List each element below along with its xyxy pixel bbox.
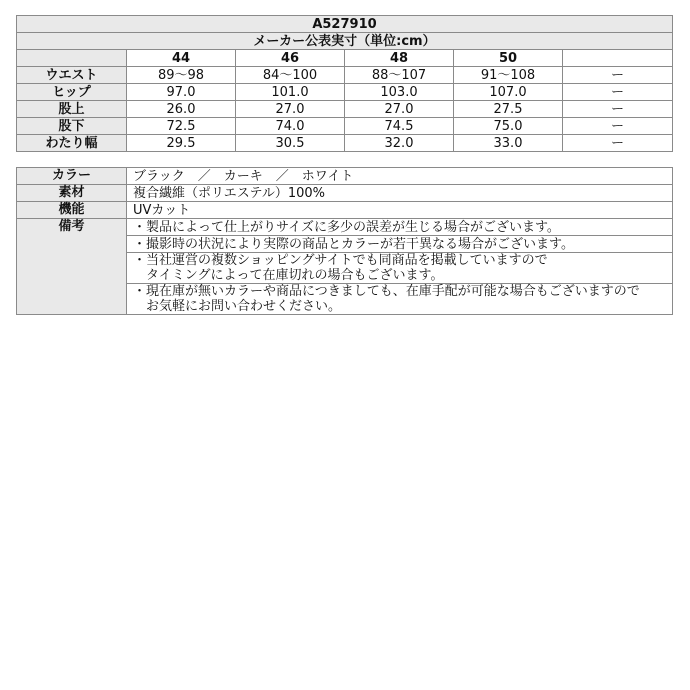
material-label: 素材 [17,185,127,202]
table-cell: 30.5 [236,135,345,152]
table-cell: ー [563,84,673,101]
size-table-subtitle: メーカー公表実寸（単位:cm） [17,33,673,50]
size-header-row [17,50,673,67]
size-header-corner [17,50,127,67]
row-label-hip: ヒップ [17,84,127,101]
row-label-rise: 股上 [17,101,127,118]
table-cell: 101.0 [236,84,345,101]
color-label: カラー [17,168,127,185]
table-cell: 27.5 [454,101,563,118]
size-header-cell: 48 [345,50,454,67]
info-row-notes [17,219,673,236]
note-item [127,219,673,236]
note-line: ・製品によって仕上がりサイズに多少の誤差が生じる場合がございます。 [133,219,560,235]
table-cell: 91～108 [454,67,563,84]
table-cell: ー [563,101,673,118]
table-cell: 84～100 [236,67,345,84]
product-code: A527910 [17,16,673,33]
color-value: ブラック ／ カーキ ／ ホワイト [127,168,673,185]
function-value: UVカット [127,202,673,219]
note-line: ・撮影時の状況により実際の商品とカラーが若干異なる場合がございます。 [133,236,574,252]
table-cell: 74.5 [345,118,454,135]
table-cell: 33.0 [454,135,563,152]
note-line: ・当社運営の複数ショッピングサイトでも同商品を掲載していますので [133,253,548,268]
info-row-material [17,185,673,202]
size-header-cell: 46 [236,50,345,67]
size-header-cell: 50 [454,50,563,67]
table-row [17,101,673,118]
table-cell: 88～107 [345,67,454,84]
note-line: タイミングによって在庫切れの場合もございます。 [133,268,444,283]
notes-label: 備考 [17,219,127,315]
table-cell: 103.0 [345,84,454,101]
table-cell: ー [563,67,673,84]
table-cell: 27.0 [236,101,345,118]
row-label-thigh-width: わたり幅 [17,135,127,152]
note-item [127,253,673,284]
table-cell: ー [563,118,673,135]
table-row [17,118,673,135]
info-row-color [17,168,673,185]
table-cell: 74.0 [236,118,345,135]
note-item [127,236,673,253]
table-cell: 75.0 [454,118,563,135]
material-value: 複合繊維（ポリエステル）100% [127,185,673,202]
table-cell: 72.5 [127,118,236,135]
table-cell: 26.0 [127,101,236,118]
row-label-waist: ウエスト [17,67,127,84]
table-cell: 97.0 [127,84,236,101]
note-line: お気軽にお問い合わせください。 [133,299,342,314]
table-cell: 89～98 [127,67,236,84]
row-label-inseam: 股下 [17,118,127,135]
info-table [16,167,673,315]
table-cell: 32.0 [345,135,454,152]
table-row [17,67,673,84]
size-header-cell: 44 [127,50,236,67]
size-header-cell [563,50,673,67]
table-cell: 107.0 [454,84,563,101]
size-table [16,15,673,152]
note-item [127,284,673,315]
table-cell: 27.0 [345,101,454,118]
table-row [17,135,673,152]
table-cell: ー [563,135,673,152]
function-label: 機能 [17,202,127,219]
info-row-function [17,202,673,219]
table-cell: 29.5 [127,135,236,152]
table-row [17,84,673,101]
note-line: ・現在庫が無いカラーや商品につきましても、在庫手配が可能な場合もございますので [133,284,640,299]
